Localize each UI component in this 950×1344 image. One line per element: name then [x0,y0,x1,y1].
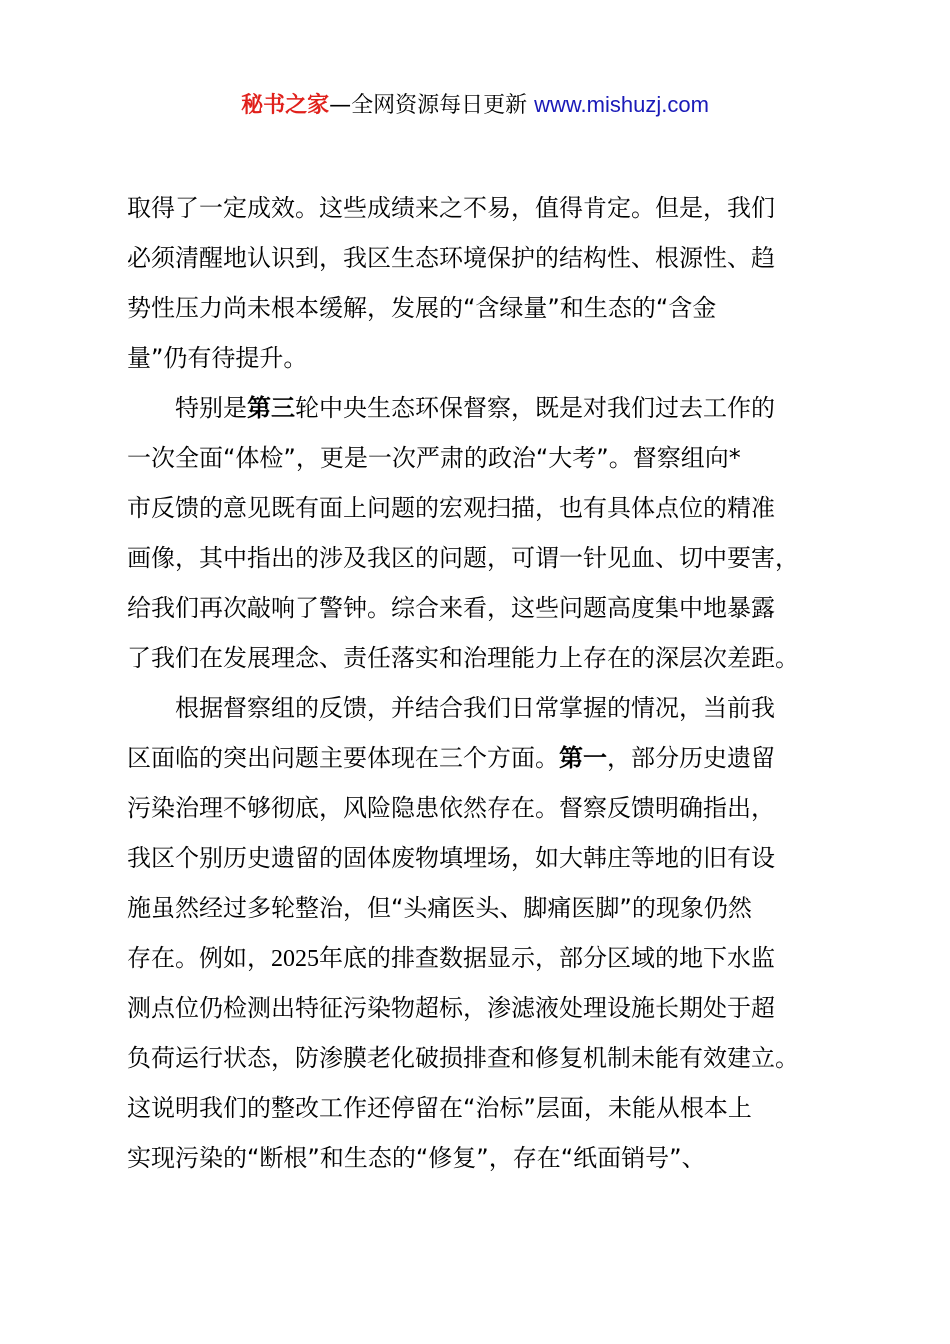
paragraph [127,383,847,683]
text-line [127,683,847,733]
text-segment: 一次全面“体检”，更是一次严肃的政治“大考”。督察组向* [127,444,741,472]
text-segment: 取得了一定成效。这些成绩来之不易，值得肯定。但是，我们 [127,194,775,222]
text-segment: 负荷运行状态，防渗膜老化破损排查和修复机制未能有效建立。 [127,1044,799,1072]
text-segment: 存在。例如， [127,944,271,972]
text-line [127,633,847,683]
site-brand: 秘书之家 [241,93,330,118]
text-line [127,383,847,433]
text-segment: 年底的排查数据显示，部分区域的地下水监 [319,944,775,972]
text-segment: 量”仍有待提升。 [127,344,308,372]
bold-text-segment: 第三 [247,394,295,422]
text-line [127,883,847,933]
text-line [127,983,847,1033]
site-tagline: —全网资源每日更新 [329,93,535,118]
text-line [127,1133,847,1183]
bold-text-segment: 第一 [559,744,607,772]
text-segment: 轮中央生态环保督察，既是对我们过去工作的 [295,394,775,422]
text-segment: 测点位仍检测出特征污染物超标，渗滤液处理设施长期处于超 [127,994,775,1022]
paragraph [127,683,847,1183]
text-segment: 给我们再次敲响了警钟。综合来看，这些问题高度集中地暴露 [127,594,775,622]
text-segment: 根据督察组的反馈，并结合我们日常掌握的情况，当前我 [175,694,775,722]
site-url-link[interactable]: www.mishuzj.com [534,92,709,117]
text-segment: 污染治理不够彻底，风险隐患依然存在。督察反馈明确指出， [127,794,775,822]
text-line [127,333,847,383]
text-segment: 市反馈的意见既有面上问题的宏观扫描，也有具体点位的精准 [127,494,775,522]
text-line [127,533,847,583]
text-line [127,283,847,333]
text-segment: 区面临的突出问题主要体现在三个方面。 [127,744,559,772]
text-line [127,583,847,633]
text-line [127,433,847,483]
site-header [0,88,950,123]
text-line [127,833,847,883]
text-line [127,233,847,283]
text-line [127,183,847,233]
text-line [127,733,847,783]
text-segment: 实现污染的“断根”和生态的“修复”，存在“纸面销号”、 [127,1144,706,1172]
text-segment: ，部分历史遗留 [607,744,775,772]
text-segment: 了我们在发展理念、责任落实和治理能力上存在的深层次差距。 [127,644,799,672]
text-line [127,1033,847,1083]
paragraph [127,183,847,383]
text-line [127,933,847,983]
text-segment: 这说明我们的整改工作还停留在“治标”层面，未能从根本上 [127,1094,752,1122]
text-segment: 画像，其中指出的涉及我区的问题，可谓一针见血、切中要害， [127,544,799,572]
text-line [127,1083,847,1133]
text-segment: 势性压力尚未根本缓解，发展的“含绿量”和生态的“含金 [127,294,717,322]
text-line [127,783,847,833]
text-segment: 必须清醒地认识到，我区生态环境保护的结构性、根源性、趋 [127,244,775,272]
text-segment: 施虽然经过多轮整治，但“头痛医头、脚痛医脚”的现象仍然 [127,894,752,922]
text-segment: 特别是 [175,394,247,422]
text-segment: 2025 [271,946,319,972]
text-line [127,483,847,533]
document-body [127,183,847,1183]
text-segment: 我区个别历史遗留的固体废物填埋场，如大韩庄等地的旧有设 [127,844,775,872]
